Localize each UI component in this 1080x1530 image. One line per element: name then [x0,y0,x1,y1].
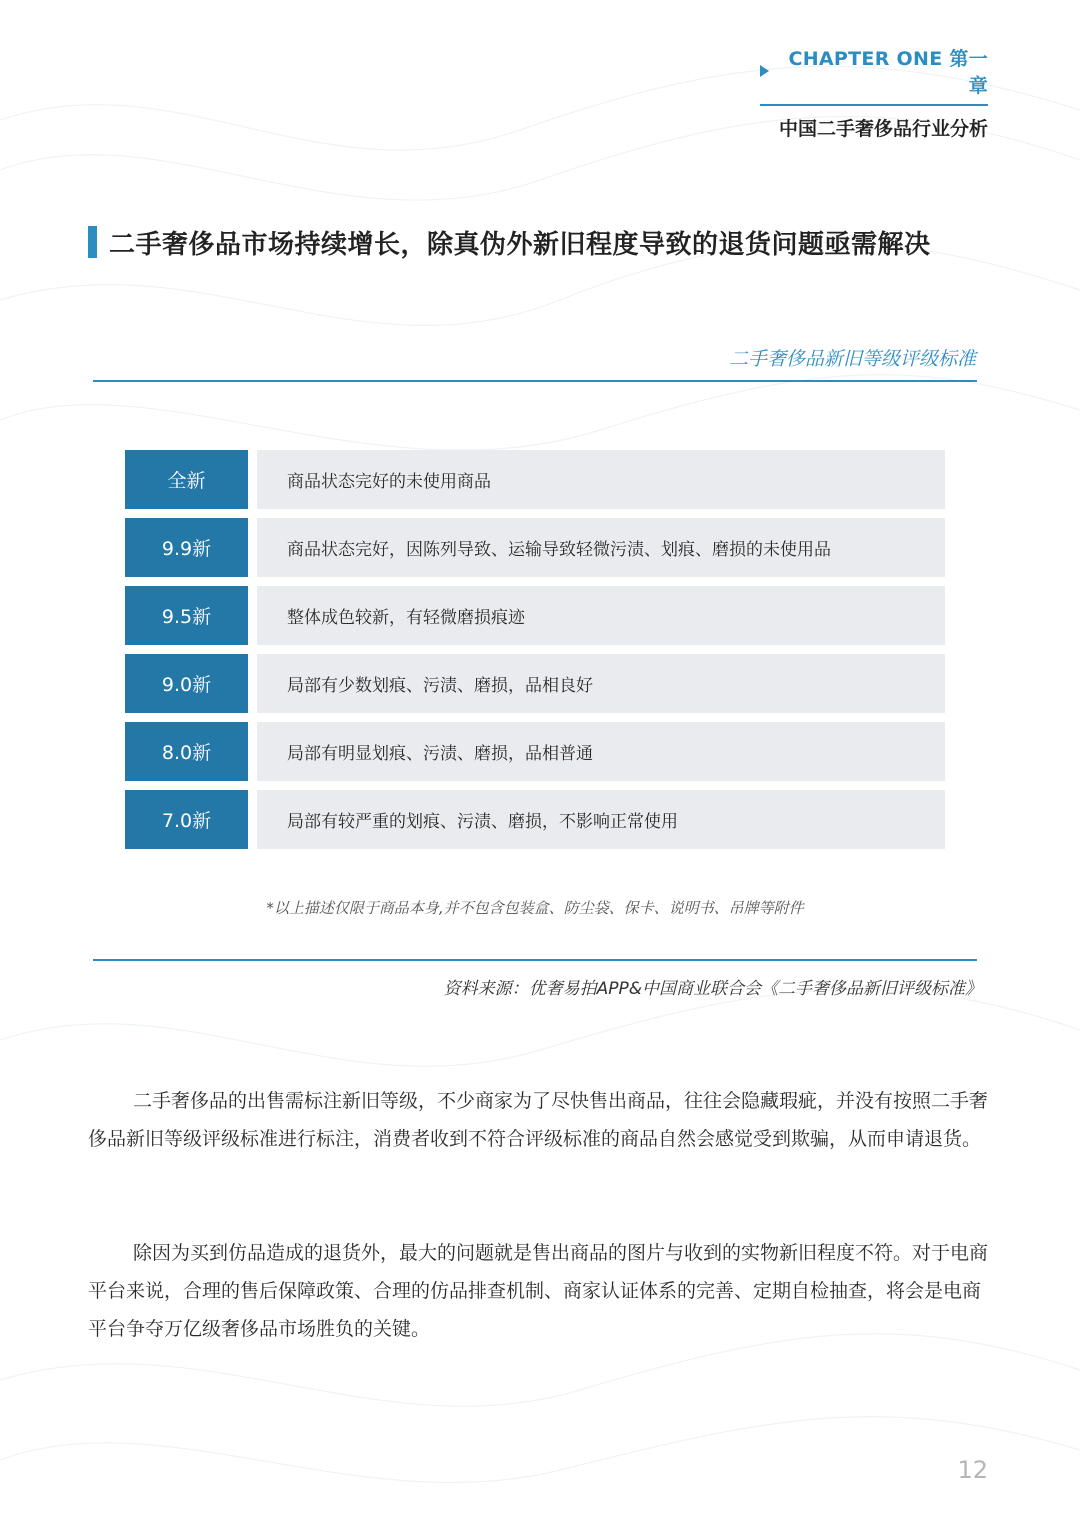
chapter-subtitle: 中国二手奢侈品行业分析 [778,118,988,140]
description-cell: 局部有明显划痕、污渍、磨损，品相普通 [257,722,945,781]
chapter-label: CHAPTER ONE 第一章 [788,48,988,97]
source-note: 资料来源：优奢易拍APP&中国商业联合会《二手奢侈品新旧评级标准》 [443,979,982,999]
description-cell: 局部有较严重的划痕、污渍、磨损，不影响正常使用 [257,790,945,849]
table-row [125,722,945,781]
grade-cell: 8.0新 [125,722,248,781]
page-number: 12 [957,1456,988,1484]
table-row [125,450,945,509]
table-row [125,586,945,645]
table-row [125,518,945,577]
description-cell: 整体成色较新，有轻微磨损痕迹 [257,586,945,645]
grade-cell: 9.9新 [125,518,248,577]
grade-cell: 7.0新 [125,790,248,849]
body-paragraph-2: 除因为买到仿品造成的退货外，最大的问题就是售出商品的图片与收到的实物新旧程度不符。对于电商平台来说，合理的售后保障政策、合理的仿品排查机制、商家认证体系的完善、定期自检抽查，将会是电商平台争夺万亿级奢侈品市场胜负的关键。 [88,1242,989,1340]
table-footnote: *以上描述仅限于商品本身,并不包含包装盒、防尘袋、保卡、说明书、吊牌等附件 [266,899,804,917]
triangle-right-icon [760,65,769,77]
table-row [125,654,945,713]
section-heading [88,224,1018,260]
grade-table [125,450,945,858]
table-caption: 二手奢侈品新旧等级评级标准 [728,348,976,370]
chapter-label-row [760,44,988,106]
title-accent-bar [88,226,97,258]
description-cell: 商品状态完好，因陈列导致、运输导致轻微污渍、划痕、磨损的未使用品 [257,518,945,577]
section-title: 二手奢侈品市场持续增长，除真伪外新旧程度导致的退货问题亟需解决 [109,229,931,260]
top-divider [93,380,977,382]
description-cell: 局部有少数划痕、污渍、磨损，品相良好 [257,654,945,713]
description-cell: 商品状态完好的未使用商品 [257,450,945,509]
chapter-header [760,44,988,141]
body-paragraph-1: 二手奢侈品的出售需标注新旧等级，不少商家为了尽快售出商品，往往会隐藏瑕疵，并没有按照二手奢侈品新旧等级评级标准进行标注，消费者收到不符合评级标准的商品自然会感觉受到欺骗，从而申请退货。 [88,1090,989,1150]
bottom-divider [93,959,977,961]
grade-cell: 9.0新 [125,654,248,713]
grade-cell: 9.5新 [125,586,248,645]
grade-cell: 全新 [125,450,248,509]
table-row [125,790,945,849]
